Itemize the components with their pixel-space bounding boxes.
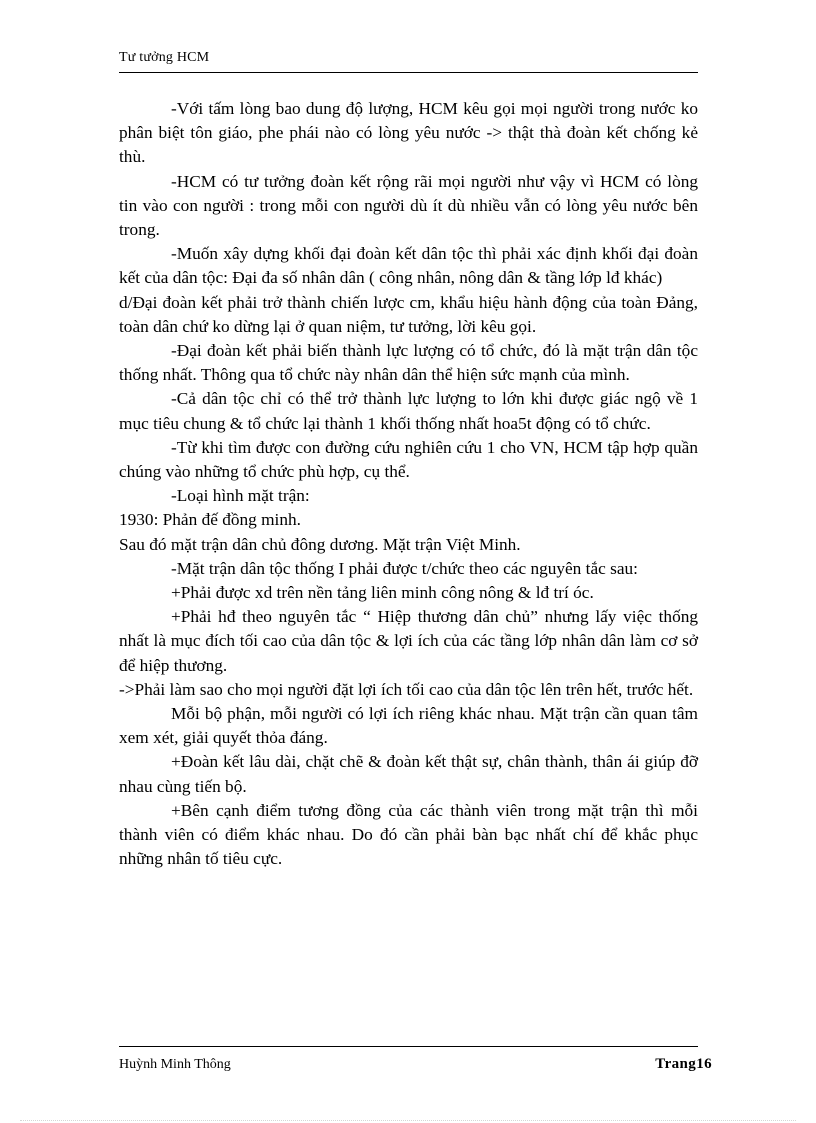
paragraph: -Từ khi tìm được con đường cứu nghiên cứu 1 cho VN, HCM tập hợp quần chúng vào những tổ chức phù hợp, cụ thể. xyxy=(119,437,698,482)
paragraph: +Phải hđ theo nguyên tắc “ Hiệp thương dân chủ” nhưng lấy việc thống nhất là mục đích tối cao của dân tộc & lợi ích của các tầng lớp nhân dân làm cơ sở để hiệp thương. xyxy=(119,607,698,675)
paragraph: -Với tấm lòng bao dung độ lượng, HCM kêu gọi mọi người trong nước ko phân biệt tôn giáo, phe phái nào có lòng yêu nước -> thật thà đoàn kết chống kẻ thù. xyxy=(119,99,698,167)
paragraph: 1930: Phản đế đồng minh. xyxy=(119,510,301,530)
paragraph: +Phải được xd trên nền tảng liên minh công nông & lđ trí óc. xyxy=(171,583,594,603)
paragraph: -Muốn xây dựng khối đại đoàn kết dân tộc thì phải xác định khối đại đoàn kết của dân tộc: Đại đa số nhân dân ( công nhân, nông dân & tầng lớp lđ khác) xyxy=(119,244,698,288)
document-body xyxy=(119,97,698,872)
paragraph: Sau đó mặt trận dân chủ đông dương. Mặt trận Việt Minh. xyxy=(119,534,521,554)
page-number: Trang16 xyxy=(655,1056,712,1072)
paragraph: -Đại đoàn kết phải biến thành lực lượng có tổ chức, đó là mặt trận dân tộc thống nhất. Thông qua tổ chức này nhân dân thể hiện sức mạnh của mình. xyxy=(119,341,698,385)
footer-rule xyxy=(119,1046,698,1047)
header-rule xyxy=(119,72,698,73)
paragraph: Mỗi bộ phận, mỗi người có lợi ích riêng khác nhau. Mặt trận cần quan tâm xem xét, giải quyết thỏa đáng. xyxy=(119,704,698,748)
header-title: Tư tưởng HCM xyxy=(119,50,210,65)
paragraph: +Bên cạnh điểm tương đồng của các thành viên trong mặt trận thì mỗi thành viên có điểm khác nhau. Do đó cần phải bàn bạc nhất chí để khắc phục những nhân tố tiêu cực. xyxy=(119,800,698,869)
paragraph: +Đoàn kết lâu dài, chặt chẽ & đoàn kết thật sự, chân thành, thân ái giúp đỡ nhau cùng tiến bộ. xyxy=(119,752,698,796)
page-edge-divider xyxy=(20,1120,796,1121)
paragraph: -Mặt trận dân tộc thống I phải được t/chức theo các nguyên tắc sau: xyxy=(171,558,638,578)
paragraph: -HCM có tư tưởng đoàn kết rộng rãi mọi người như vậy vì HCM có lòng tin vào con người : trong mỗi con người dù ít dù nhiều vẫn có lòng yêu nước bên trong. xyxy=(119,171,698,240)
paragraph: -Loại hình mặt trận: xyxy=(171,486,310,506)
paragraph: d/Đại đoàn kết phải trở thành chiến lược cm, khẩu hiệu hành động của toàn Đảng, toàn dân chứ ko dừng lại ở quan niệm, tư tưởng, lời kêu gọi. xyxy=(119,292,698,336)
paragraph: ->Phải làm sao cho mọi người đặt lợi ích tối cao của dân tộc lên trên hết, trước hết. xyxy=(119,679,694,699)
footer-author: Huỳnh Minh Thông xyxy=(119,1057,231,1072)
paragraph: -Cả dân tộc chỉ có thể trở thành lực lượng to lớn khi được giác ngộ về 1 mục tiêu chung & tổ chức lại thành 1 khối thống nhất hoa5t động có tổ chức. xyxy=(119,389,698,433)
